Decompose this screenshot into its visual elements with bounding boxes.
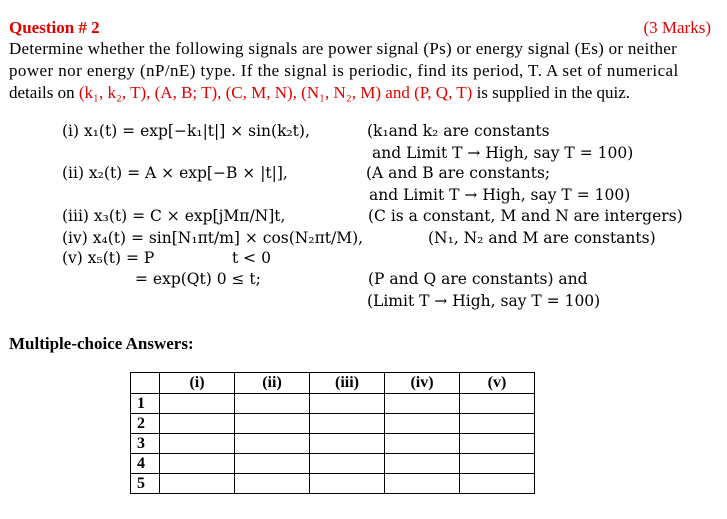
signal-5-condition-1: t < 0	[232, 249, 271, 267]
answer-cell[interactable]	[160, 474, 235, 494]
column-header: (ii)	[235, 373, 310, 394]
question-marks: (3 Marks)	[643, 18, 711, 37]
column-header: (iv)	[385, 373, 460, 394]
answer-cell[interactable]	[235, 414, 310, 434]
table-row	[131, 474, 535, 494]
signal-1: (i) x₁(t) = exp[−k₁|t|] × sin(k₂t),	[62, 122, 310, 140]
table-row	[131, 394, 535, 414]
answer-cell[interactable]	[160, 414, 235, 434]
answers-heading: Multiple-choice Answers:	[9, 334, 194, 353]
signal-4-note: (N₁, N₂ and M are constants)	[428, 229, 656, 247]
numerical-details-list: (k₁, k₂, T), (A, B; T), (C, M, N), (N₁, N₂, M) and (P, Q, T)	[78, 83, 473, 102]
signal-3: (iii) x₃(t) = C × exp[jMπ/N]t,	[62, 207, 286, 225]
row-number: 3	[131, 434, 160, 454]
answer-table-header	[131, 373, 535, 394]
signal-5-note-1: (P and Q are constants) and	[368, 270, 588, 288]
answer-cell[interactable]	[460, 474, 535, 494]
answer-cell[interactable]	[160, 454, 235, 474]
answer-cell[interactable]	[235, 434, 310, 454]
signal-2-note-2: and Limit T → High, say T = 100)	[369, 186, 631, 204]
answer-cell[interactable]	[385, 474, 460, 494]
answer-cell[interactable]	[385, 394, 460, 414]
intro-line-3	[9, 82, 713, 104]
answer-cell[interactable]	[310, 434, 385, 454]
column-header: (v)	[460, 373, 535, 394]
answer-cell[interactable]	[460, 394, 535, 414]
table-row	[131, 434, 535, 454]
answer-cell[interactable]	[385, 434, 460, 454]
answer-cell[interactable]	[385, 454, 460, 474]
answer-cell[interactable]	[160, 434, 235, 454]
column-header: (i)	[160, 373, 235, 394]
signal-1-note-1: (k₁and k₂ are constants	[367, 122, 550, 140]
answer-cell[interactable]	[235, 394, 310, 414]
answer-cell[interactable]	[160, 394, 235, 414]
answer-table	[130, 372, 535, 494]
answer-cell[interactable]	[310, 394, 385, 414]
answer-cell[interactable]	[310, 474, 385, 494]
signal-2-note-1: (A and B are constants;	[366, 164, 551, 182]
question-intro	[9, 38, 713, 104]
signal-5-line-2: = exp(Qt) 0 ≤ t;	[135, 270, 261, 288]
answer-cell[interactable]	[460, 414, 535, 434]
answer-cell[interactable]	[460, 434, 535, 454]
signal-1-note-2: and Limit T → High, say T = 100)	[372, 144, 634, 162]
row-number: 2	[131, 414, 160, 434]
question-title: Question # 2	[9, 18, 100, 37]
row-number: 5	[131, 474, 160, 494]
answer-cell[interactable]	[235, 474, 310, 494]
row-number: 4	[131, 454, 160, 474]
intro-line-2: power nor energy (nP/nE) type. If the signal is periodic, find its period, T. A set of numerical	[9, 61, 679, 80]
header-corner	[131, 373, 160, 394]
answer-cell[interactable]	[310, 414, 385, 434]
signal-3-note: (C is a constant, M and N are intergers)	[368, 207, 683, 225]
row-number: 1	[131, 394, 160, 414]
signal-4: (iv) x₄(t) = sin[N₁πt/m] × cos(N₂πt/M),	[62, 229, 364, 247]
intro-line-3-start: details on	[9, 83, 79, 102]
signal-2: (ii) x₂(t) = A × exp[−B × |t|],	[62, 164, 288, 182]
answer-cell[interactable]	[310, 454, 385, 474]
intro-line-3-end: is supplied in the quiz.	[472, 83, 631, 102]
answer-cell[interactable]	[460, 454, 535, 474]
table-row	[131, 454, 535, 474]
table-row	[131, 414, 535, 434]
signal-5-note-2: (Limit T → High, say T = 100)	[367, 292, 601, 310]
column-header: (iii)	[310, 373, 385, 394]
intro-line-1: Determine whether the following signals are power signal (Ps) or energy signal (Es) or neither	[9, 39, 678, 58]
answer-cell[interactable]	[385, 414, 460, 434]
answer-cell[interactable]	[235, 454, 310, 474]
signal-5-line-1: (v) x₅(t) = P	[62, 249, 155, 267]
